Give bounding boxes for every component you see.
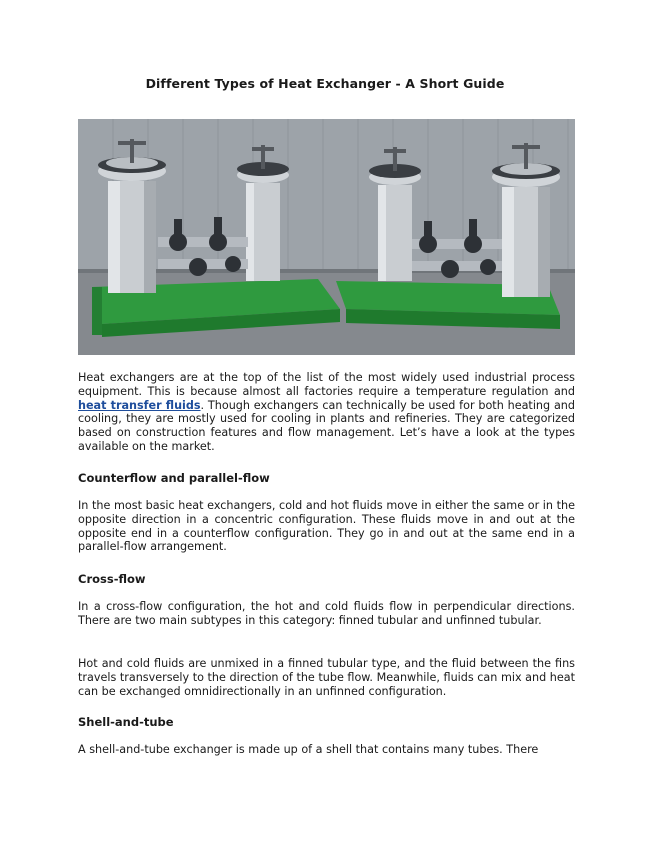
- heat-exchanger-photo: [78, 119, 575, 355]
- shell-and-tube-paragraph: A shell-and-tube exchanger is made up of a shell that contains many tubes. There: [78, 743, 539, 756]
- document-title: Different Types of Heat Exchanger - A Short Guide: [145, 76, 505, 91]
- section-heading-cross-flow: Cross-flow: [78, 572, 146, 586]
- cross-flow-paragraph-1: In a cross-flow configuration, the hot and cold fluids flow in perpendicular directions. There are two main subtypes in this category: finned tubular and unfinned tubular.: [78, 600, 575, 627]
- cross-flow-paragraph-2: Hot and cold fluids are unmixed in a finned tubular type, and the fluid between the fins travels transversely to the direction of the tube flow. Meanwhile, fluids can mix and heat can be exchanged omnidirectionally in an unfinned configuration.: [78, 657, 575, 698]
- intro-paragraph: [78, 371, 575, 454]
- counterflow-paragraph: In the most basic heat exchangers, cold and hot fluids move in either the same or in the opposite direction in a concentric configuration. These fluids move in and out at the opposite end in a counterflow configuration. They go in and out at the same end in a parallel-flow arrangement.: [78, 499, 575, 554]
- section-heading-counterflow: Counterflow and parallel-flow: [78, 471, 270, 485]
- intro-text-before-link: Heat exchangers are at the top of the list of the most widely used industrial process equipment. This is because almost all factories require a temperature regulation and: [78, 371, 575, 398]
- intro-text-after-link: . Though exchangers can technically be used for both heating and cooling, they are mostly used for cooling in plants and refineries. They are categorized based on construction features and flow management. Let’s have a look at the types available on the market.: [78, 398, 575, 453]
- section-heading-shell-and-tube: Shell-and-tube: [78, 715, 174, 729]
- heat-transfer-fluids-link[interactable]: heat transfer fluids: [78, 398, 201, 412]
